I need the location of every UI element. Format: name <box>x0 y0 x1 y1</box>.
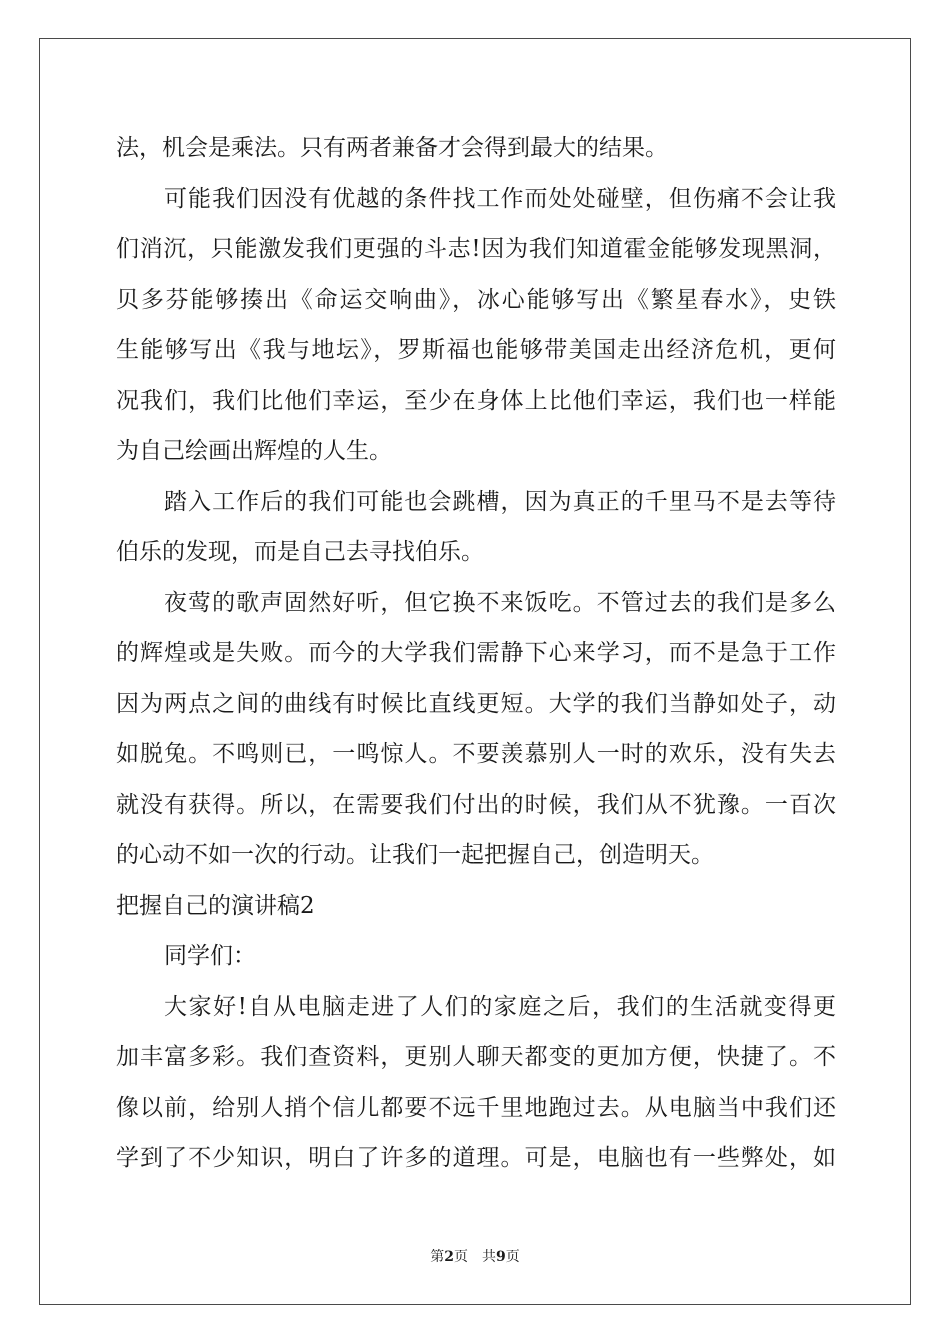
footer-suffix: 页 <box>505 1249 520 1265</box>
section-heading: 把握自己的演讲稿2 <box>116 892 315 919</box>
footer-prefix: 第 <box>430 1249 445 1265</box>
paragraph-line: 况我们，我们比他们幸运，至少在身体上比他们幸运，我们也一样能 <box>116 387 836 414</box>
page-footer <box>0 1246 950 1266</box>
paragraph-line: 为自己绘画出辉煌的人生。 <box>116 438 392 464</box>
paragraph-line: 的心动不如一次的行动。让我们一起把握自己，创造明天。 <box>116 842 714 868</box>
total-page-number: 9 <box>496 1249 506 1265</box>
paragraph-line: 们消沉，只能激发我们更强的斗志!因为我们知道霍金能够发现黑洞， <box>116 236 836 262</box>
paragraph-line: 可能我们因没有优越的条件找工作而处处碰壁，但伤痛不会让我 <box>164 185 836 212</box>
paragraph-line: 生能够写出《我与地坛》，罗斯福也能够带美国走出经济危机，更何 <box>116 337 836 363</box>
paragraph-line: 如脱兔。不鸣则已，一鸣惊人。不要羡慕别人一时的欢乐，没有失去 <box>116 741 836 767</box>
document-body <box>116 123 836 1184</box>
paragraph-line: 大家好!自从电脑走进了人们的家庭之后，我们的生活就变得更 <box>164 993 836 1020</box>
paragraph-line: 法，机会是乘法。只有两者兼备才会得到最大的结果。 <box>116 135 668 161</box>
current-page-number: 2 <box>444 1249 454 1265</box>
paragraph-line: 贝多芬能够揍出《命运交响曲》，冰心能够写出《繁星春水》，史铁 <box>116 286 836 313</box>
paragraph-line: 就没有获得。所以，在需要我们付出的时候，我们从不犹豫。一百次 <box>116 791 836 818</box>
paragraph-line: 加丰富多彩。我们查资料，更别人聊天都变的更加方便，快捷了。不 <box>116 1044 836 1070</box>
salutation: 同学们： <box>164 943 256 969</box>
paragraph-line: 夜莺的歌声固然好听，但它换不来饭吃。不管过去的我们是多么 <box>164 589 836 616</box>
footer-mid: 页 共 <box>454 1249 496 1265</box>
paragraph-line: 学到了不少知识，明白了许多的道理。可是，电脑也有一些弊处，如 <box>116 1145 836 1171</box>
paragraph-line: 像以前，给别人捎个信儿都要不远千里地跑过去。从电脑当中我们还 <box>116 1094 836 1121</box>
paragraph-line: 的辉煌或是失败。而今的大学我们需静下心来学习，而不是急于工作 <box>116 640 836 666</box>
paragraph-line: 因为两点之间的曲线有时候比直线更短。大学的我们当静如处子，动 <box>116 690 836 717</box>
paragraph-line: 伯乐的发现，而是自己去寻找伯乐。 <box>116 539 484 565</box>
paragraph-line: 踏入工作后的我们可能也会跳槽，因为真正的千里马不是去等待 <box>164 488 836 515</box>
